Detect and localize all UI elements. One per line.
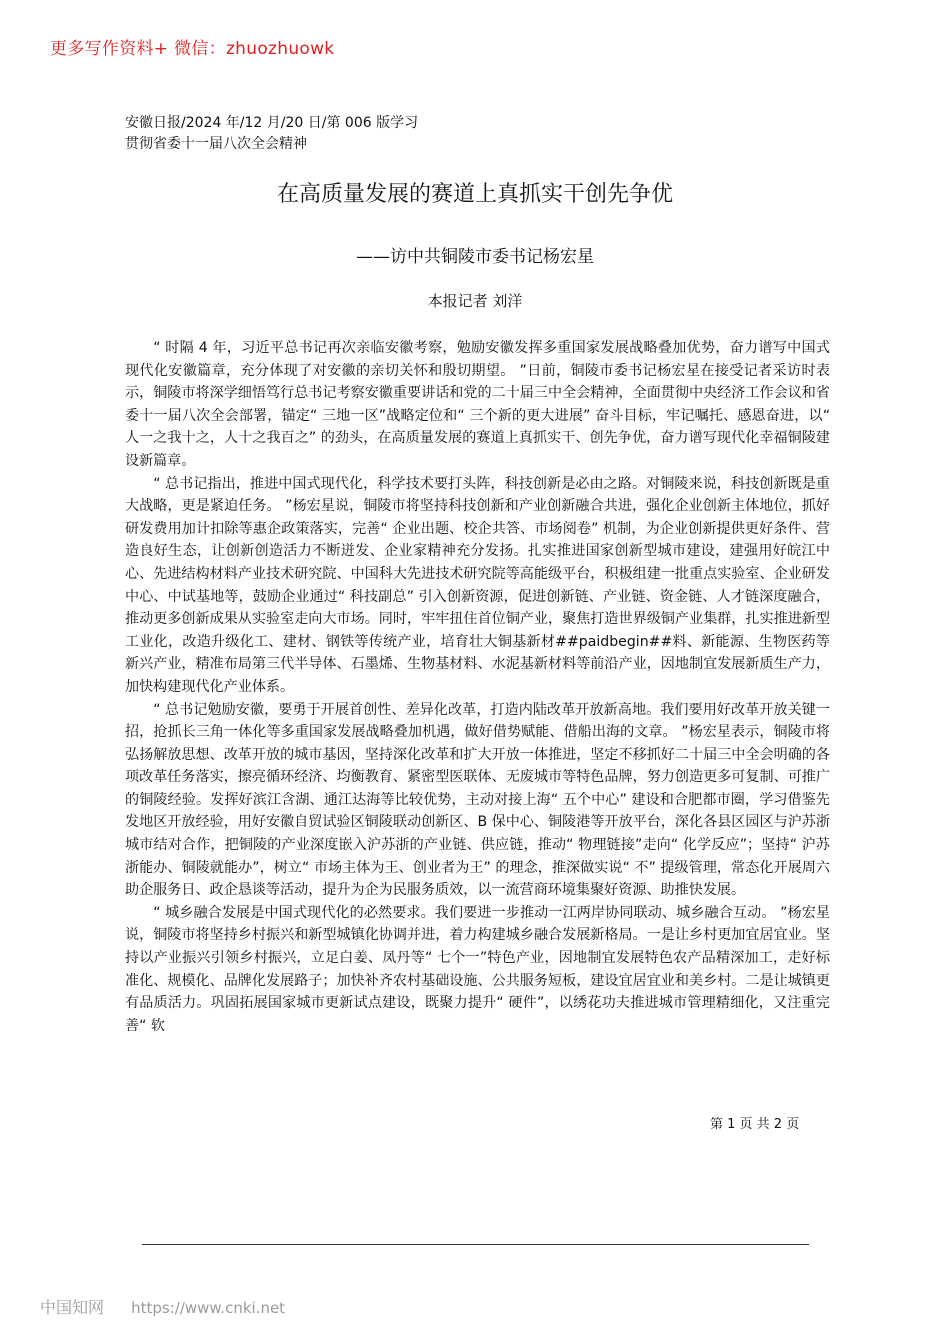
article-source: 安徽日报/2024 年/12 月/20 日/第 006 版学习贯彻省委十一届八次全会精神 — [125, 115, 419, 152]
article-paragraph: “ 城乡融合发展是中国式现代化的必然要求。我们要进一步推动一江两岸协同联动、城乡融合互动。 ”杨宏星说，铜陵市将坚持乡村振兴和新型城镇化协调并进，着力构建城乡融合发展新格局。一是让乡村更加宜居宜业。坚持以产业振兴引领乡村振兴，立足白姜、凤丹等“ 七个一”特色产业，因地制宜发展特色农产品精深加工，走好标准化、规模化、品牌化发展路子；加快补齐农村基础设施、公共服务短板，建设宜居宜业和美乡村。二是让城镇更有品质活力。巩固拓展国家城市更新试点建设，既聚力提升“ 硬件”，以绣花功夫推进城市管理精细化，又注重完善“ 软 — [125, 904, 830, 1034]
article-subtitle: ——访中共铜陵市委书记杨宏星 — [356, 247, 594, 267]
article-paragraph: “ 总书记指出，推进中国式现代化，科学技术要打头阵，科技创新是必由之路。对铜陵来说，科技创新既是重大战略，更是紧迫任务。 ”杨宏星说，铜陵市将坚持科技创新和产业创新融合共进，强化企业创新主体地位，抓好研发费用加计扣除等惠企政策落实，完善“ 企业出题、校企共答、市场阅卷” 机制，为企业创新提供更好条件、营造良好生态，让创新创造活力不断迸发、企业家精神充分发扬。扎实推进国家创新型城市建设，建强用好皖江中心、先进结构材料产业技术研究院、中国科大先进技术研究院等高能级平台，积极组建一批重点实验室、企业研发中心、中试基地等，鼓励企业通过“ 科技副总” 引入创新资源，促进创新链、产业链、资金链、人才链深度融合，推动更多创新成果从实验室走向大市场。同时，牢牢扭住首位铜产业，聚焦打造世界级铜产业集群，扎实推进新型工业化，改造升级化工、建材、钢铁等传统产业，培育壮大铜基新材##paidbegin##料、新能源、生物医药等新兴产业，精准布局第三代半导体、石墨烯、生物基材料、水泥基新材料等前沿产业，因地制宜发展新质生产力，加快构建现代化产业体系。 — [125, 475, 830, 695]
page-indicator: 第 1 页 共 2 页 — [710, 1117, 800, 1132]
watermark-name: 中国知网 — [40, 1298, 105, 1317]
article-paragraph: “ 总书记勉励安徽，要勇于开展首创性、差异化改革，打造内陆改革开放新高地。我们要用好改革开放关键一招，抢抓长三角一体化等多重国家发展战略叠加机遇，做好借势赋能、借船出海的文章。 ”杨宏星表示，铜陵市将弘扬解放思想、改革开放的城市基因，坚持深化改革和扩大开放一体推进，坚定不移抓好二十届三中全会明确的各项改革任务落实，擦亮循环经济、均衡教育、紧密型医联体、无废城市等特色品牌，努力创造更多可复制、可推广的铜陵经验。发挥好滨江含湖、通江达海等比较优势，主动对接上海“ 五个中心” 建设和合肥都市圈，学习借鉴先发地区开放经验，用好安徽自贸试验区铜陵联动创新区、B 保中心、铜陵港等开放平台，深化各县区园区与沪苏浙城市结对合作，把铜陵的产业深度嵌入沪苏浙的产业链、供应链，推动“ 物理链接”走向“ 化学反应”；坚持“ 沪苏浙能办、铜陵就能办”，树立“ 市场主体为王、创业者为王” 的理念，推深做实说“ 不” 提级管理，常态化开展周六助企服务日、政企恳谈等活动，提升为企为民服务质效，以一流营商环境集聚好资源、助推快发展。 — [125, 701, 830, 899]
watermark-url: https://www.cnki.net — [131, 1299, 286, 1317]
article-title: 在高质量发展的赛道上真抓实干创先争优 — [276, 182, 673, 207]
promo-contact-text: 更多写作资料+ 微信：zhuozhuowk — [50, 39, 335, 59]
article-body — [125, 337, 830, 1037]
footer-divider — [142, 1244, 809, 1245]
article-paragraph: “ 时隔 4 年，习近平总书记再次亲临安徽考察，勉励安徽发挥多重国家发展战略叠加优势，奋力谱写中国式现代化安徽篇章，充分体现了对安徽的亲切关怀和殷切期望。 ”日前，铜陵市委书记杨宏星在接受记者采访时表示，铜陵市将深学细悟笃行总书记考察安徽重要讲话和党的二十届三中全会精神，全面贯彻中央经济工作会议和省委十一届八次全会部署，锚定“ 三地一区”战略定位和“ 三个新的更大进展” 奋斗目标，牢记嘱托、感恩奋进，以“ 人一之我十之，人十之我百之” 的劲头，在高质量发展的赛道上真抓实干、创先争优，奋力谱写现代化幸福铜陵建设新篇章。 — [125, 340, 830, 469]
article-byline: 本报记者 刘洋 — [427, 292, 523, 310]
watermark — [40, 1295, 285, 1318]
